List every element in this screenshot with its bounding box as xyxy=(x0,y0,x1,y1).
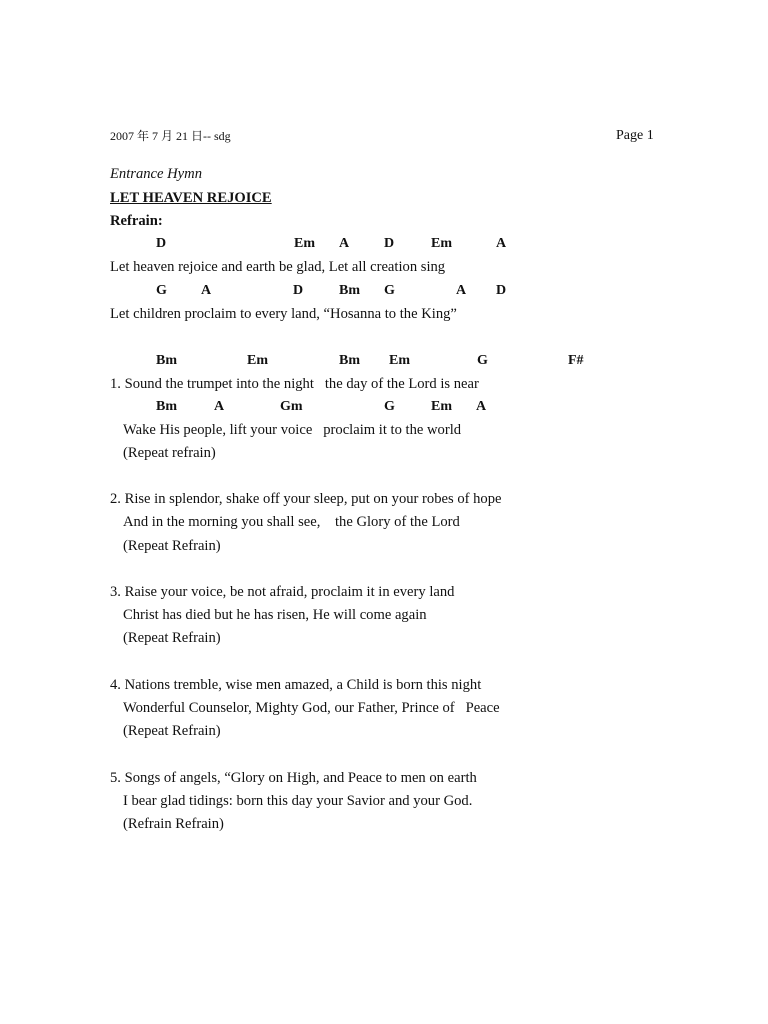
chord: A xyxy=(339,236,350,251)
chord: D xyxy=(496,283,507,298)
chord: A xyxy=(201,283,212,298)
chord: Bm xyxy=(156,353,177,368)
chord: A xyxy=(456,283,467,298)
chord: Em xyxy=(294,236,315,251)
refrain-lyric-line: Let heaven rejoice and earth be glad, Let all creation sing xyxy=(110,259,446,275)
repeat-note: (Refrain Refrain) xyxy=(123,816,224,832)
verse-lyric-line: 2. Rise in splendor, shake off your sleep, put on your robes of hope xyxy=(110,491,502,507)
chord: Em xyxy=(247,353,268,368)
header-date: 2007 年 7 月 21 日-- sdg xyxy=(110,129,231,143)
chord: A xyxy=(476,399,487,414)
refrain-lyric-line: Let children proclaim to every land, “Hosanna to the King” xyxy=(110,306,457,322)
chord: D xyxy=(384,236,395,251)
repeat-note: (Repeat Refrain) xyxy=(123,723,221,739)
chord: Bm xyxy=(156,399,177,414)
chord: Em xyxy=(431,236,452,251)
chord: D xyxy=(156,236,167,251)
chord: G xyxy=(384,283,395,298)
chord: A xyxy=(214,399,225,414)
chord: Em xyxy=(389,353,410,368)
verse-lyric-line: Wonderful Counselor, Mighty God, our Father, Prince of Peace xyxy=(123,700,500,716)
page-number: Page 1 xyxy=(616,128,654,143)
verse-lyric-line: 5. Songs of angels, “Glory on High, and Peace to men on earth xyxy=(110,770,477,786)
chord: A xyxy=(496,236,507,251)
verse-lyric-line: Wake His people, lift your voice proclaim it to the world xyxy=(123,422,462,438)
verse-lyric-line: And in the morning you shall see, the Glory of the Lord xyxy=(123,514,460,530)
chord: G xyxy=(156,283,167,298)
refrain-label: Refrain: xyxy=(110,213,163,229)
verse-lyric-line: I bear glad tidings: born this day your Savior and your God. xyxy=(123,793,473,809)
verse-lyric-line: 1. Sound the trumpet into the night the day of the Lord is near xyxy=(110,376,479,392)
repeat-note: (Repeat Refrain) xyxy=(123,538,221,554)
chord: Em xyxy=(431,399,452,414)
verse-lyric-line: Christ has died but he has risen, He will come again xyxy=(123,607,427,623)
chord: Gm xyxy=(280,399,303,414)
chord: G xyxy=(477,353,488,368)
chord: G xyxy=(384,399,395,414)
repeat-note: (Repeat refrain) xyxy=(123,445,216,461)
verse-lyric-line: 3. Raise your voice, be not afraid, proclaim it in every land xyxy=(110,584,455,600)
chord: F# xyxy=(568,353,584,368)
section-label: Entrance Hymn xyxy=(110,166,202,182)
verse-lyric-line: 4. Nations tremble, wise men amazed, a Child is born this night xyxy=(110,677,482,693)
hymn-title: LET HEAVEN REJOICE xyxy=(110,190,272,206)
repeat-note: (Repeat Refrain) xyxy=(123,630,221,646)
chord: Bm xyxy=(339,283,360,298)
chord: D xyxy=(293,283,304,298)
chord: Bm xyxy=(339,353,360,368)
